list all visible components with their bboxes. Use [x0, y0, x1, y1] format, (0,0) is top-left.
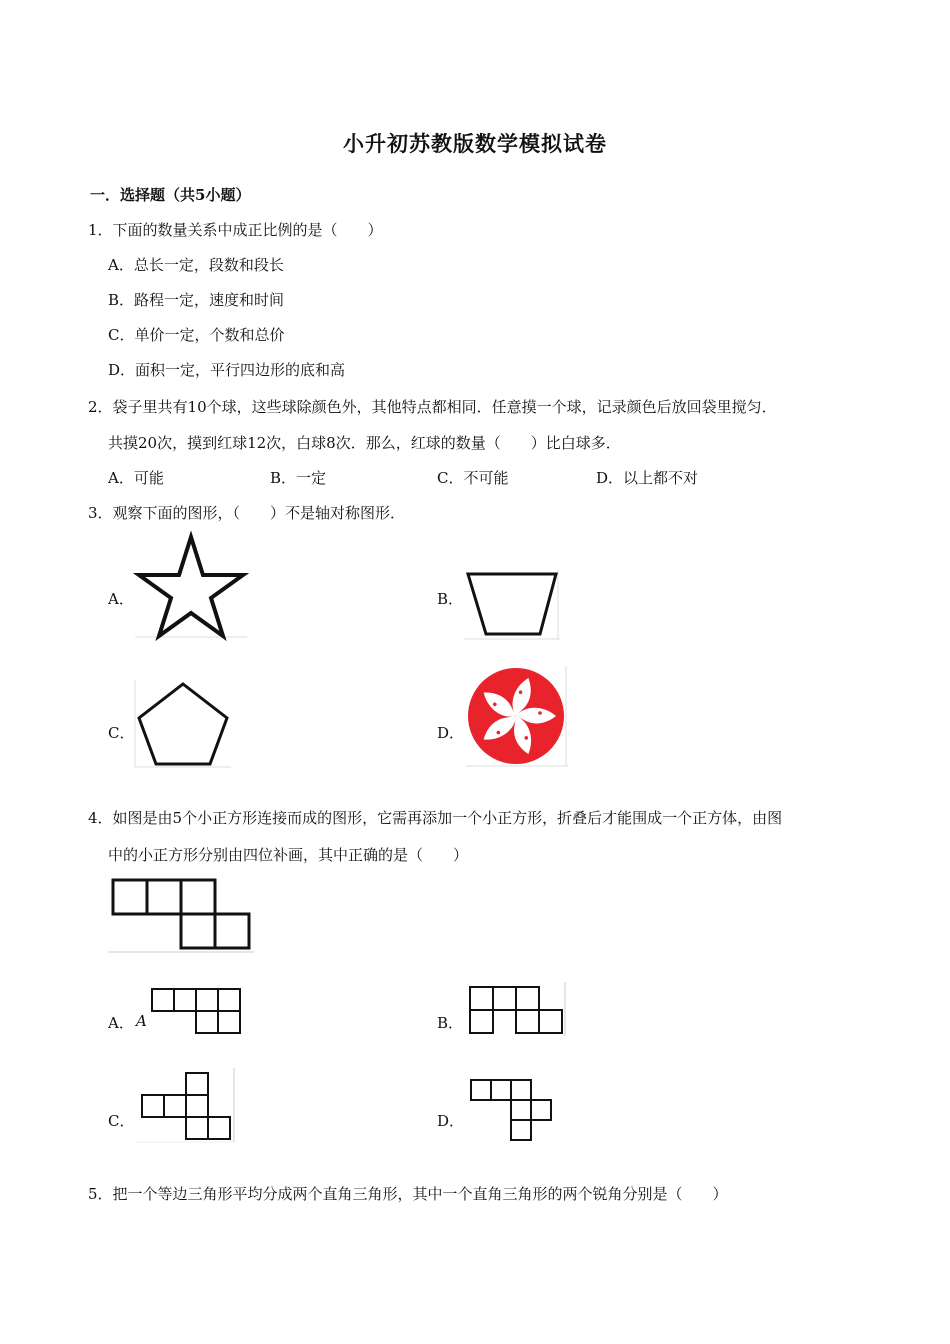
page-title: 小升初苏教版数学模拟试卷: [343, 131, 607, 156]
question-4-stem-line2: 中的小正方形分别由四位补画，其中正确的是（ ）: [108, 846, 469, 864]
cube-net-option-c[interactable]: [136, 1068, 238, 1144]
bauhinia-petal-star: [538, 711, 542, 715]
question-2-option-b[interactable]: B．一定: [270, 469, 327, 487]
question-2-option-a[interactable]: A．可能: [108, 469, 164, 487]
question-4-stem-line1: 4．如图是由5个小正方形连接而成的图形，它需再添加一个小正方形，折叠后才能围成一个正方体，由图: [88, 809, 783, 827]
cube-net-option-d[interactable]: [467, 1076, 557, 1146]
pentagon-figure[interactable]: [135, 680, 231, 768]
question-5-stem: 5．把一个等边三角形平均分成两个直角三角形，其中一个直角三角形的两个锐角分别是（ ）: [88, 1185, 728, 1203]
question-1-option-c[interactable]: C．单价一定，个数和总价: [108, 326, 285, 344]
section-heading: 一．选择题（共5小题）: [90, 186, 251, 204]
question-3-label-d[interactable]: D．: [437, 724, 465, 742]
question-4-option-a-mark: A: [136, 1012, 147, 1030]
question-1-option-a[interactable]: A．总长一定，段数和段长: [108, 256, 284, 274]
question-1-option-d[interactable]: D．面积一定，平行四边形的底和高: [108, 361, 346, 379]
question-2-stem-line1: 2．袋子里共有10个球，这些球除颜色外，其他特点都相同．任意摸一个球，记录颜色后放回袋里搅匀．: [88, 398, 777, 416]
question-1-stem: 1．下面的数量关系中成正比例的是（ ）: [88, 221, 383, 239]
star-shape: [139, 537, 243, 636]
question-1-option-b[interactable]: B．路程一定，速度和时间: [108, 291, 285, 309]
cube-net-option-a[interactable]: [150, 986, 246, 1036]
question-3-label-c[interactable]: C．: [108, 724, 135, 742]
pentagon-shape: [139, 684, 227, 764]
question-3-label-a[interactable]: A．: [108, 590, 134, 608]
question-3-stem: 3．观察下面的图形，（ ）不是轴对称图形．: [88, 504, 406, 522]
question-4-label-c[interactable]: C．: [108, 1112, 135, 1130]
question-4-label-a[interactable]: A．: [108, 1014, 134, 1032]
trapezoid-figure[interactable]: [464, 570, 560, 640]
question-2-stem-line2: 共摸20次，摸到红球12次，白球8次．那么，红球的数量（ ）比白球多．: [108, 434, 621, 452]
star-figure[interactable]: [135, 532, 247, 638]
question-2-option-c[interactable]: C．不可能: [437, 469, 509, 487]
question-4-label-d[interactable]: D．: [437, 1112, 465, 1130]
trapezoid-shape: [468, 574, 556, 634]
question-4-label-b[interactable]: B．: [437, 1014, 464, 1032]
question-3-label-b[interactable]: B．: [437, 590, 464, 608]
bauhinia-flag-figure[interactable]: [466, 666, 568, 768]
cube-net-main: [108, 874, 256, 954]
cube-net-option-b[interactable]: [467, 982, 567, 1038]
question-2-option-d[interactable]: D．以上都不对: [596, 469, 699, 487]
